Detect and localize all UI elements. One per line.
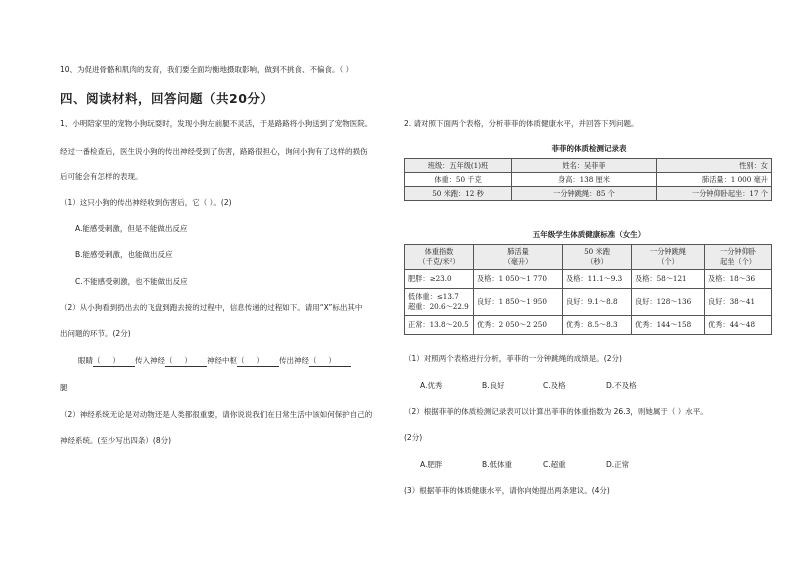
blank-4[interactable]: （ ）: [309, 355, 351, 367]
table-cell: 身高：138 厘米: [512, 173, 657, 187]
table-cell: 及格：11.1～9.3: [563, 270, 632, 289]
table-cell: 性别：女: [657, 159, 772, 173]
header-cell: 50 米跑 （秒）: [563, 245, 632, 270]
left-question-3-line-2: 神经系统。(至少写出四条）(8分): [60, 436, 172, 445]
table-cell: 及格：58～121: [632, 270, 705, 289]
table-cell: 良好：38～41: [705, 289, 772, 316]
table-cell: 优秀：144～158: [632, 316, 705, 335]
header-cell: 体重指数 （千克/米²）: [405, 245, 474, 270]
table-cell: 良好：1 850～1 950: [474, 289, 563, 316]
left-q1-option-b: B.能感受刺激，也能做出反应: [75, 250, 173, 259]
table-cell: 肺活量：1 000 毫升: [657, 173, 772, 187]
table-row: [405, 270, 772, 289]
table-row: [405, 159, 772, 173]
blank-2[interactable]: （ ）: [165, 355, 207, 367]
right-q1-option-b: B.良好: [482, 381, 505, 390]
right-question-1: （1）对照两个表格进行分析，菲菲的一分钟跳绳的成绩是。(2分): [404, 354, 622, 363]
chain-eye: 眼睛: [78, 356, 93, 365]
right-q2-option-a: A.肥胖: [420, 460, 443, 469]
table-cell: 姓名：吴菲菲: [512, 159, 657, 173]
section-title: 四、阅读材料，回答问题（共20分）: [60, 91, 274, 106]
right-q1-option-a: A.优秀: [420, 381, 443, 390]
table-cell: 低体重：≤13.7 超重：20.6～22.9: [405, 289, 474, 316]
header-cell: 一分钟跳绳 （个）: [632, 245, 705, 270]
right-q1-option-c: C.及格: [543, 381, 566, 390]
table-cell: 良好：9.1～8.8: [563, 289, 632, 316]
right-question-3: (3）根据菲菲的体质健康水平，请你向她提出两条建议。(4分): [404, 486, 610, 495]
right-q2-option-d: D.正常: [606, 460, 630, 469]
left-question-2-line-2: 出问题的环节。(2分): [60, 329, 131, 338]
left-intro-line-2: 经过一番检查后，医生说小狗的传出神经受到了伤害，路路很担心，询问小狗有了这样的损伤: [60, 147, 368, 156]
table-cell: 良好：128～136: [632, 289, 705, 316]
right-q2-option-b: B.低体重: [482, 460, 513, 469]
right-question-2-line-1: （2）根据菲菲的体质检测记录表可以计算出菲菲的体重指数为 26.3，则她属于（ ）水平。: [404, 407, 708, 416]
table-cell: 一分钟仰卧起坐：17 个: [657, 187, 772, 201]
table-cell: 优秀：2 050～2 250: [474, 316, 563, 335]
table-row: [405, 316, 772, 335]
table-cell: 肥胖：≥23.0: [405, 270, 474, 289]
fitness-standard-table: [404, 244, 772, 335]
blank-3[interactable]: （ ）: [237, 355, 279, 367]
table-cell: 体重：50 千克: [405, 173, 512, 187]
table-2-title: 五年级学生体质健康标准（女生）: [532, 230, 646, 239]
chain-end-leg: 腿: [60, 383, 68, 392]
table-cell: 正常：13.8～20.5: [405, 316, 474, 335]
chain-center: 神经中枢: [207, 356, 237, 365]
right-intro: 2. 请对照下面两个表格，分析菲菲的体质健康水平，并回答下列问题。: [404, 119, 639, 128]
table-cell: 50 米跑：12 秒: [405, 187, 512, 201]
table-row: [405, 289, 772, 316]
table-cell: 班级：五年级(1)班: [405, 159, 512, 173]
right-q2-option-c: C.超重: [543, 460, 566, 469]
header-cell: 肺活量 （毫升）: [474, 245, 563, 270]
chain-afferent: 传入神经: [135, 356, 165, 365]
table-1-title: 菲菲的体质检测记录表: [551, 144, 627, 153]
table-row: [405, 173, 772, 187]
fitness-record-table: [404, 158, 772, 201]
table-cell: 及格：1 050～1 770: [474, 270, 563, 289]
left-question-2-line-1: （2）从小狗看到扔出去的飞盘到跑去接的过程中，信息传递的过程如下。请用“X”标出其中: [60, 303, 363, 312]
table-cell: 优秀：44～48: [705, 316, 772, 335]
right-question-2-line-2: (2分): [404, 433, 423, 442]
table-cell: 优秀：8.5～8.3: [563, 316, 632, 335]
table-cell: 一分钟跳绳：85 个: [512, 187, 657, 201]
left-q1-option-c: C.不能感受刺激，也不能做出反应: [75, 277, 188, 286]
left-question-1: （1）这只小狗的传出神经收到伤害后，它（ ）。(2): [60, 198, 232, 207]
table-header-row: [405, 245, 772, 270]
left-q1-option-a: A.能感受刺激，但是不能做出反应: [75, 224, 188, 233]
blank-1[interactable]: （ ）: [93, 355, 135, 367]
left-intro-line-1: 1、小明陪家里的宠物小狗玩耍时，发现小狗左前腿不灵活，于是路路将小狗送到了宠物医院。: [60, 119, 373, 128]
header-cell: 一分钟仰卧 起坐（个）: [705, 245, 772, 270]
left-intro-line-3: 后可能会有怎样的表现。: [60, 172, 143, 181]
table-cell: 及格：18～36: [705, 270, 772, 289]
question-10: 10、为促进骨骼和肌肉的发育，我们要全面均衡地摄取影响，做到不挑食、不偏食。（ ）: [60, 65, 354, 74]
signal-chain: [78, 355, 351, 367]
left-question-3-line-1: （2）神经系统无论是对动物还是人类都很重要，请你说说我们在日常生活中该如何保护自己的: [60, 410, 373, 419]
table-row: [405, 187, 772, 201]
chain-efferent: 传出神经: [279, 356, 309, 365]
right-q1-option-d: D.不及格: [606, 381, 637, 390]
